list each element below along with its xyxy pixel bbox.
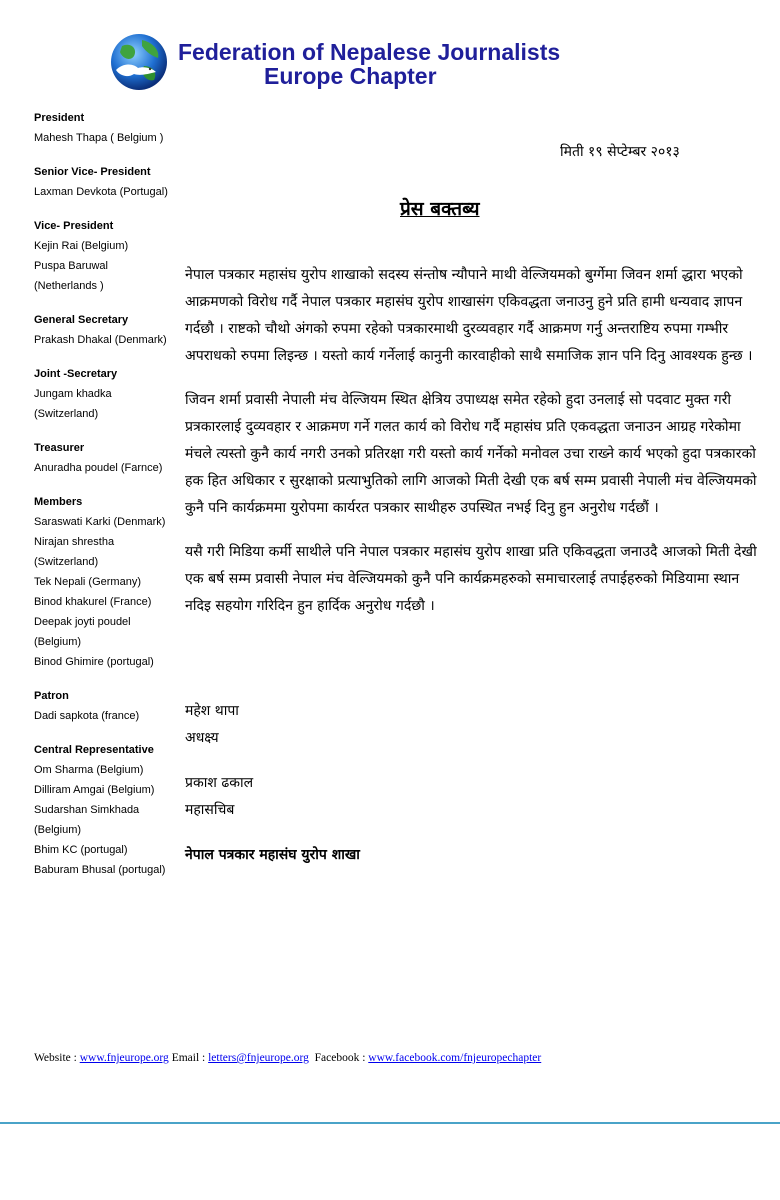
committee-group bbox=[34, 740, 184, 880]
footer-divider bbox=[0, 1122, 780, 1124]
facebook-link[interactable]: www.facebook.com/fnjeuropechapter bbox=[368, 1052, 542, 1064]
committee-member: (Belgium) bbox=[34, 636, 82, 648]
committee-member: Deepak joyti poudel bbox=[34, 616, 131, 628]
body-paragraph: यसै गरी मिडिया कर्मी साथीले पनि नेपाल पत्रकार महासंघ युरोप शाखा प्रति एकिवद्धता जनाउदै आजको मिती देखी एक बर्ष सम्म प्रवासी नेपाल मंच वेल्जियमको कुनै पनि कार्यक्रमहरुको समाचारलाई तपाईहरुको मिडियामा स्थान नदिइ सहयोग गरिदिन हुन हार्दिक अनुरोध गर्दछौ । bbox=[185, 544, 757, 614]
email-link[interactable]: letters@fnjeurope.org bbox=[208, 1052, 309, 1064]
committee-member: Baburam Bhusal (portugal) bbox=[34, 864, 166, 876]
letterhead bbox=[0, 0, 780, 100]
signature-section bbox=[185, 698, 360, 869]
committee-role-title: Senior Vice- President bbox=[34, 166, 151, 178]
committee-member: (Netherlands ) bbox=[34, 280, 104, 292]
committee-group bbox=[34, 108, 184, 148]
committee-member: Prakash Dhakal (Denmark) bbox=[34, 334, 167, 346]
committee-group bbox=[34, 438, 184, 478]
committee-member: Om Sharma (Belgium) bbox=[34, 764, 144, 776]
committee-role-title: President bbox=[34, 112, 85, 124]
committee-group bbox=[34, 364, 184, 424]
committee-member: Puspa Baruwal bbox=[34, 260, 108, 272]
committee-role-title: Patron bbox=[34, 690, 69, 702]
organization-signature: नेपाल पत्रकार महासंघ युरोप शाखा bbox=[185, 847, 360, 863]
committee-group bbox=[34, 686, 184, 726]
committee-member: (Switzerland) bbox=[34, 556, 99, 568]
org-name-line1: Federation of Nepalese Journalists bbox=[178, 39, 561, 65]
signatory-role: अधक्ष्य bbox=[185, 730, 219, 746]
committee-role-title: General Secretary bbox=[34, 314, 129, 326]
committee-member: Dilliram Amgai (Belgium) bbox=[34, 784, 155, 796]
committee-role-title: Members bbox=[34, 496, 83, 508]
signatory-name: महेश थापा bbox=[185, 703, 239, 719]
committee-role-title: Joint -Secretary bbox=[34, 368, 118, 380]
signatory-role: महासचिब bbox=[185, 802, 235, 818]
committee-member: (Switzerland) bbox=[34, 408, 99, 420]
org-name-line2: Europe Chapter bbox=[264, 63, 437, 89]
committee-role-title: Central Representative bbox=[34, 744, 154, 756]
signature-block bbox=[185, 770, 360, 824]
website-label: Website : bbox=[34, 1052, 77, 1064]
committee-member: Bhim KC (portugal) bbox=[34, 844, 128, 856]
letter-body bbox=[185, 262, 765, 637]
committee-member: Binod khakurel (France) bbox=[34, 596, 152, 608]
committee-role-title: Treasurer bbox=[34, 442, 85, 454]
body-paragraph: जिवन शर्मा प्रवासी नेपाली मंच वेल्जियम स्थित क्षेत्रिय उपाध्यक्ष समेत रहेको हुदा उनलाई सो पदवाट मुक्त गरी प्रत्रकारलाई दुव्यवहार र आक्रमण गर्ने गलत कार्य को विरोध गर्दै महासंघ प्रति एकवद्धता जनाउन आग्रह गरेकोमा मंचले त्यस्तो कुनै कार्य नगरी उनको प्रतिरक्षा गरी यस्तो कार्य गर्नेको मनोवल उचा राख्ने कार्य भएको हुदा पत्रकारको हक हित अधिकार र सुरक्षाको प्रत्याभुतिको लागि आजको मिती देखी एक बर्ष सम्म प्रवासी नेपाली मंच वेल्जियमको कुनै पनि कार्यक्रममा युरोपमा कार्यरत पत्रकार साथीहरु उपस्थित नभई दिनु हुन अनुरोध गर्दछौं । bbox=[185, 392, 757, 516]
committee-member: Anuradha poudel (Farnce) bbox=[34, 462, 163, 474]
email-label: Email : bbox=[171, 1052, 206, 1064]
committee-member: Nirajan shrestha bbox=[34, 536, 115, 548]
committee-member: Tek Nepali (Germany) bbox=[34, 576, 141, 588]
organization-name bbox=[178, 40, 638, 88]
committee-group bbox=[34, 492, 184, 672]
committee-group bbox=[34, 216, 184, 296]
website-link[interactable]: www.fnjeurope.org bbox=[79, 1052, 169, 1064]
signatory-name: प्रकाश ढकाल bbox=[185, 775, 254, 791]
contact-footer bbox=[34, 1052, 774, 1064]
committee-sidebar bbox=[34, 108, 184, 894]
committee-member: (Belgium) bbox=[34, 824, 82, 836]
committee-member: Binod Ghimire (portugal) bbox=[34, 656, 154, 668]
committee-member: Kejin Rai (Belgium) bbox=[34, 240, 129, 252]
letter-date: मिती १९ सेप्टेम्बर २०१३ bbox=[560, 144, 680, 160]
body-paragraph: नेपाल पत्रकार महासंघ युरोप शाखाको सदस्य संन्तोष न्यौपाने माथी वेल्जियमको बुर्ग्गेमा जिवन शर्मा द्धारा भएको आक्रमणको विरोध गर्दै नेपाल पत्रकार महासंघ युरोप शाखासंग एकिवद्धता जनाउनु हुने प्रति हामी धन्यवाद ज्ञापन गर्दछौ । राष्टको चौथो अंगको रुपमा रहेको पत्रकारमाथी दुरव्यवहार गर्दै आक्रमण गर्नु अन्तराष्टिय रुपमा गम्भीर अपराधको रुपमा लिइन्छ । यस्तो कार्य गर्नेलाई कानुनी कारवाहीको साथै समाजिक ज्ञान पनि दिनु आवश्यक हुन्छ । bbox=[185, 267, 753, 364]
committee-member: Sudarshan Simkhada bbox=[34, 804, 140, 816]
committee-role-title: Vice- President bbox=[34, 220, 114, 232]
facebook-label: Facebook : bbox=[314, 1052, 366, 1064]
committee-member: Saraswati Karki (Denmark) bbox=[34, 516, 166, 528]
signature-block bbox=[185, 698, 360, 752]
committee-member: Dadi sapkota (france) bbox=[34, 710, 140, 722]
committee-member: Jungam khadka bbox=[34, 388, 112, 400]
committee-group bbox=[34, 310, 184, 350]
document-title: प्रेस बक्तब्य bbox=[400, 198, 480, 220]
committee-group bbox=[34, 162, 184, 202]
committee-member: Laxman Devkota (Portugal) bbox=[34, 186, 168, 198]
globe-dove-icon bbox=[108, 32, 170, 92]
committee-member: Mahesh Thapa ( Belgium ) bbox=[34, 132, 164, 144]
